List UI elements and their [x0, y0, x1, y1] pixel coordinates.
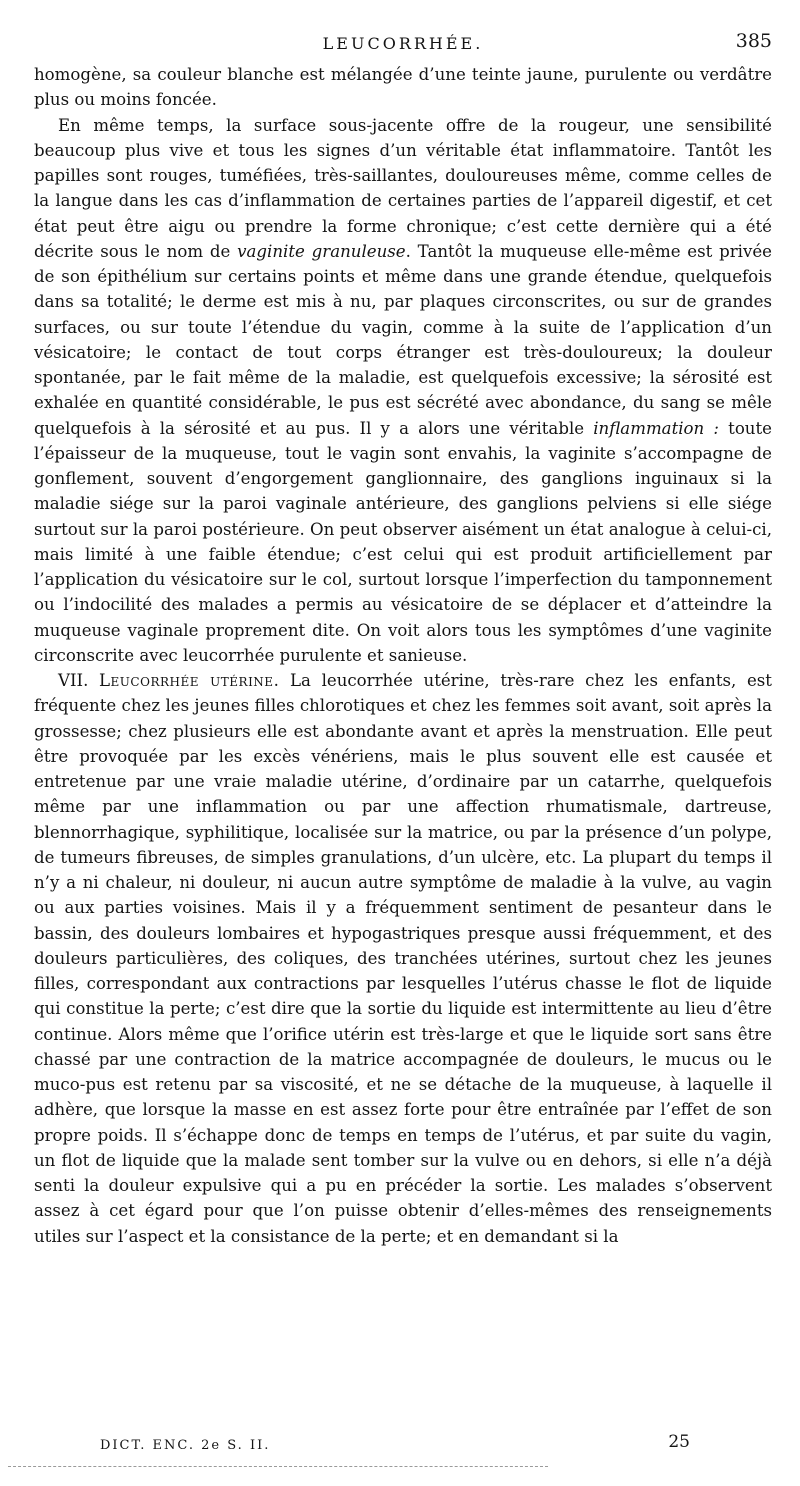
paragraph-leucorrhee-uterine — [34, 668, 772, 1249]
section-number: VII. — [58, 671, 89, 690]
page-number: 385 — [735, 30, 772, 52]
page-footer — [100, 1432, 690, 1458]
body-text — [34, 62, 772, 1249]
section-heading: Leucorrhée utérine. — [99, 671, 280, 690]
bottom-rule — [8, 1466, 548, 1467]
paragraph-text: En même temps, la surface sous-jacente offre de la rougeur, une sensibilité beaucoup plus vive et tous les signes d’un véritable état inflammatoire. Tantôt les papilles sont rouges, tuméfiées, très-saillantes, douloureuses même, comme celles de la langue dans les cas d’inflammation de certaines parties de l’appareil digestif, et cet état peut être aigu ou prendre la forme chronique; c’est cette dernière qui a été décrite sous le nom de — [34, 115, 772, 261]
running-title: LEUCORRHÉE. — [322, 34, 484, 53]
sheet-number: 25 — [668, 1432, 690, 1452]
running-header — [34, 28, 772, 58]
paragraph-text: La leucorrhée utérine, très-rare chez les enfants, est fréquente chez les jeunes filles chlorotiques et chez les femmes soit avant, soit après la grossesse; chez plusieurs elle est abondante avant et après la menstruation. Elle peut être provoquée par les excès vénériens, mais le plus souvent elle est causée et entretenue par une vraie maladie utérine, d’ordinaire par un catarrhe, quelquefois même par une inflammation ou par une affection rhumatismale, dartreuse, blennorrhagique, syphilitique, localisée sur la matrice, ou par la présence d’un polype, de tumeurs fibreuses, de simples granulations, d’un ulcère, etc. La plupart du temps il n’y a ni chaleur, ni douleur, ni aucun autre symptôme de maladie à la vulve, au vagin ou aux parties voisines. Mais il y a fréquemment sentiment de pesanteur dans le bassin, des douleurs lombaires et hypogastriques presque aussi fréquemment, et des douleurs particulières, des coliques, des tranchées utérines, surtout chez les jeunes filles, correspondant aux contractions par lesquelles l’utérus chasse le flot de liquide qui constitue la perte; c’est dire que la sortie du liquide est intermittente au lieu d’être continue. Alors même que l’orifice utérin est très-large et que le liquide sort sans être chassé par une contraction de la matrice accompagnée de douleurs, le mucus ou le muco-pus est retenu par sa viscosité, et ne se détache de la muqueuse, à laquelle il adhère, que lorsque la masse en est assez forte pour être entraînée par l’effet de son propre poids. Il s’échappe donc de temps en temps de l’utérus, et par suite du vagin, un flot de liquide que la malade sent tomber sur la vulve ou en dehors, si elle n’a déjà senti la douleur expulsive qui a pu en précéder la sortie. Les malades s’observent assez à cet égard pour que l’on puisse obtenir d’elles-mêmes des renseignements utiles sur l’aspect et la consistance de la perte; et en demandant si la — [34, 671, 772, 1246]
paragraph-inflammation — [34, 113, 772, 669]
paragraph-text: . Tantôt la muqueuse elle-même est privée de son épithélium sur certains points et même dans une grande étendue, quelquefois dans sa totalité; le derme est mis à nu, par plaques circonscrites, ou sur de grandes surfaces, ou sur toute l’étendue du vagin, comme à la suite de l’application d’un vésicatoire; le contact de tout corps étranger est très-douloureux; la douleur spontanée, par le fait même de la maladie, est quelquefois excessive; la sérosité est exhalée en quantité considérable, le pus est sécrété avec abondance, du sang se mêle quelquefois à la sérosité et au pus. Il y a alors une véritable — [34, 241, 772, 438]
term-vaginite-granuleuse: vaginite granuleuse — [237, 241, 406, 261]
paragraph-continuation: homogène, sa couleur blanche est mélangée d’une teinte jaune, purulente ou verdâtre plus ou moins foncée. — [34, 65, 772, 110]
term-inflammation: inflammation : — [593, 418, 719, 438]
printer-signature: DICT. ENC. 2e S. II. — [100, 1438, 271, 1453]
paragraph-text: toute l’épaisseur de la muqueuse, tout le vagin sont envahis, la vaginite s’accompagne de gonflement, souvent d’engorgement ganglionnaire, des ganglions inguinaux si la maladie siége sur la paroi vaginale antérieure, des ganglions pelviens si elle siége surtout sur la paroi postérieure. On peut observer aisément un état analogue à celui-ci, mais limité à une faible étendue; c’est celui qui est produit artificiellement par l’application du vésicatoire sur le col, surtout lorsque l’imperfection du tamponnement ou l’indocilité des malades a permis au vésicatoire de se déplacer et d’atteindre la muqueuse vaginale proprement dite. On voit alors tous les symptômes d’une vaginite circonscrite avec leucorrhée purulente et sanieuse. — [34, 418, 772, 665]
